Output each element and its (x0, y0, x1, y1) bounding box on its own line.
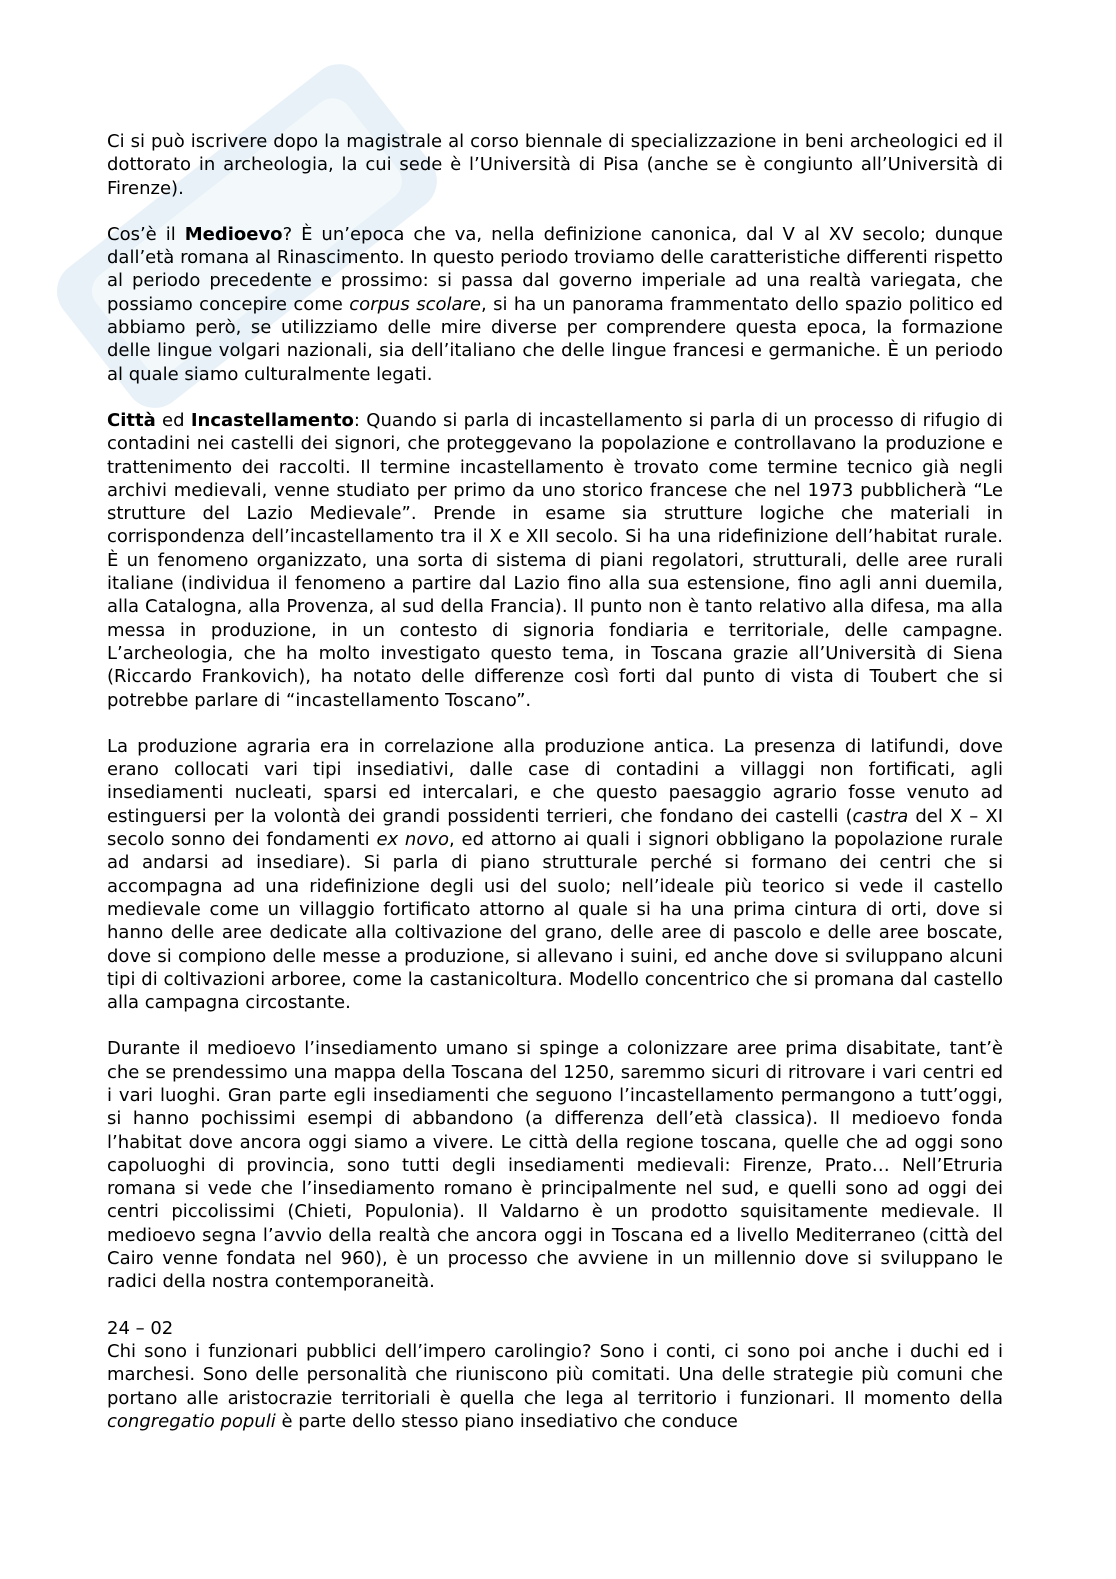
text-run: , ed attorno ai quali i signori obbligano la popolazione rurale ad andarsi ad insediare). Si parla di piano strutturale perché si formano dei centri che si accompagna ad una ridefinizione degli usi del suolo; nell’ideale più teorico si vede il castello medievale come un villaggio fortificato attorno al quale si ha una prima cintura di orti, dove si hanno delle aree dedicate alla coltivazione del grano, delle aree di pascolo e delle aree boscate, dove si compiono delle messe a produzione, si allevano i suini, ed anche dove si sviluppano alcuni tipi di coltivazioni arboree, come la castanicoltura. Modello concentrico che si promana dal castello alla campagna circostante. (107, 829, 1003, 1014)
bold-term: Città (107, 409, 156, 431)
bold-term: Medioevo (184, 223, 283, 245)
text-run: Durante il medioevo l’insediamento umano si spinge a colonizzare aree prima disabitate, tant’è che se prendessimo una mappa della Toscana del 1250, saremmo sicuri di ritrovare i vari centri ed i vari luoghi. Gran parte egli insediamenti che seguono l’incastellamento permangono a tutt’oggi, si hanno pochissimi esempi di abbandono (a differenza dell’età classica). Il medioevo fonda l’habitat dove ancora oggi siamo a vivere. Le città della regione toscana, quelle che ad oggi sono capoluoghi di provincia, sono tutti degli insediamenti medievali: Firenze, Prato… Nell’Etruria romana si vede che l’insediamento romano è principalmente nel sud, e quelli sono ad oggi dei centri piccolissimi (Chieti, Populonia). Il Valdarno è un prodotto squisitamente medievale. Il medioevo segna l’avvio della realtà che ancora oggi in Toscana ed a livello Mediterraneo (città del Cairo venne fondata nel 960), è un processo che avviene in un millennio dove si sviluppano le radici della nostra contemporaneità. (107, 1038, 1003, 1293)
paragraph (107, 1037, 1003, 1293)
text-run: ? È un’epoca che va, nella definizione canonica, dal V al XV secolo; dunque dall’età romana al Rinascimento. In questo periodo troviamo delle caratteristiche differenti rispetto al periodo precedente e prossimo: si passa dal governo imperiale ad una realtà variegata, che possiamo concepire come (107, 223, 1004, 315)
document-body (107, 130, 1003, 1433)
text-run: : Quando si parla di incastellamento si parla di un processo di rifugio di contadini nei castelli dei signori, che proteggevano la popolazione e controllavano la produzione e trattenimento dei raccolti. Il termine incastellamento è trovato come termine tecnico già negli archivi medievali, venne studiato per primo da uno storico francese che nel 1973 pubblicherà “Le strutture del Lazio Medievale”. Prende in esame sia strutture logiche che materiali in corrispondenza dell’incastellamento tra il X e XII secolo. Si ha una ridefinizione dell’habitat rurale. È un fenomeno organizzato, una sorta di sistema di piani regolatori, strutturali, delle aree rurali italiane (individua il fenomeno a partire dal Lazio fino alla sua estensione, fino agli anni duemila, alla Catalogna, alla Provenza, al sud della Francia). Il punto non è tanto relativo alla difesa, ma alla messa in produzione, in un contesto di signoria fondiaria e territoriale, delle campagne. L’archeologia, che ha molto investigato questo tema, in Toscana grazie all’Università di Siena (Riccardo Frankovich), ha notato delle differenze così forti dal punto di vista di Toubert che si potrebbe parlare di “incastellamento Toscano”. (107, 409, 1003, 711)
text-run: La produzione agraria era in correlazione alla produzione antica. La presenza di latifundi, dove erano collocati vari tipi insediativi, dalle case di contadini a villaggi non fortificati, agli insediamenti nucleati, sparsi ed intercalari, e che questo paesaggio agrario fosse venuto ad estinguersi per la volontà dei grandi possidenti terrieri, che fondano dei castelli ( (107, 735, 1003, 827)
text-run: Cos’è il (107, 223, 185, 245)
text-run: , si ha un panorama frammentato dello spazio politico ed abbiamo però, se utilizziamo delle mire diverse per comprendere questa epoca, la formazione delle lingue volgari nazionali, sia dell’italiano che delle lingue francesi e germaniche. È un periodo al quale siamo culturalmente legati. (107, 293, 1003, 385)
paragraph (107, 409, 1003, 712)
text-run: ed (155, 409, 191, 431)
text-run: del X – XI secolo sonno dei fondamenti (107, 805, 1003, 851)
text-run: Ci si può iscrivere dopo la magistrale al corso biennale di specializzazione in beni archeologici ed il dottorato in archeologia, la cui sede è l’Università di Pisa (anche se è congiunto all’Università di Firenze). (107, 131, 1003, 199)
text-run: 24 – 02 (107, 1317, 174, 1339)
paragraph (107, 130, 1003, 200)
italic-term: corpus scolare (349, 293, 481, 315)
italic-term: ex novo (376, 829, 450, 851)
italic-term: congregatio populi (107, 1410, 276, 1432)
text-run: è parte dello stesso piano insediativo che conduce (275, 1410, 738, 1432)
bold-term: Incastellamento (190, 409, 354, 431)
date-heading (107, 1317, 1003, 1340)
paragraph (107, 1340, 1003, 1433)
paragraph (107, 223, 1003, 386)
text-run: Chi sono i funzionari pubblici dell’impero carolingio? Sono i conti, ci sono poi anche i duchi ed i marchesi. Sono delle personalità che riuniscono più comitati. Una delle strategie più comuni che portano alle aristocrazie territoriali è quella che lega al territorio i funzionari. Il momento della (107, 1340, 1003, 1409)
italic-term: castra (852, 805, 909, 827)
paragraph (107, 735, 1003, 1015)
